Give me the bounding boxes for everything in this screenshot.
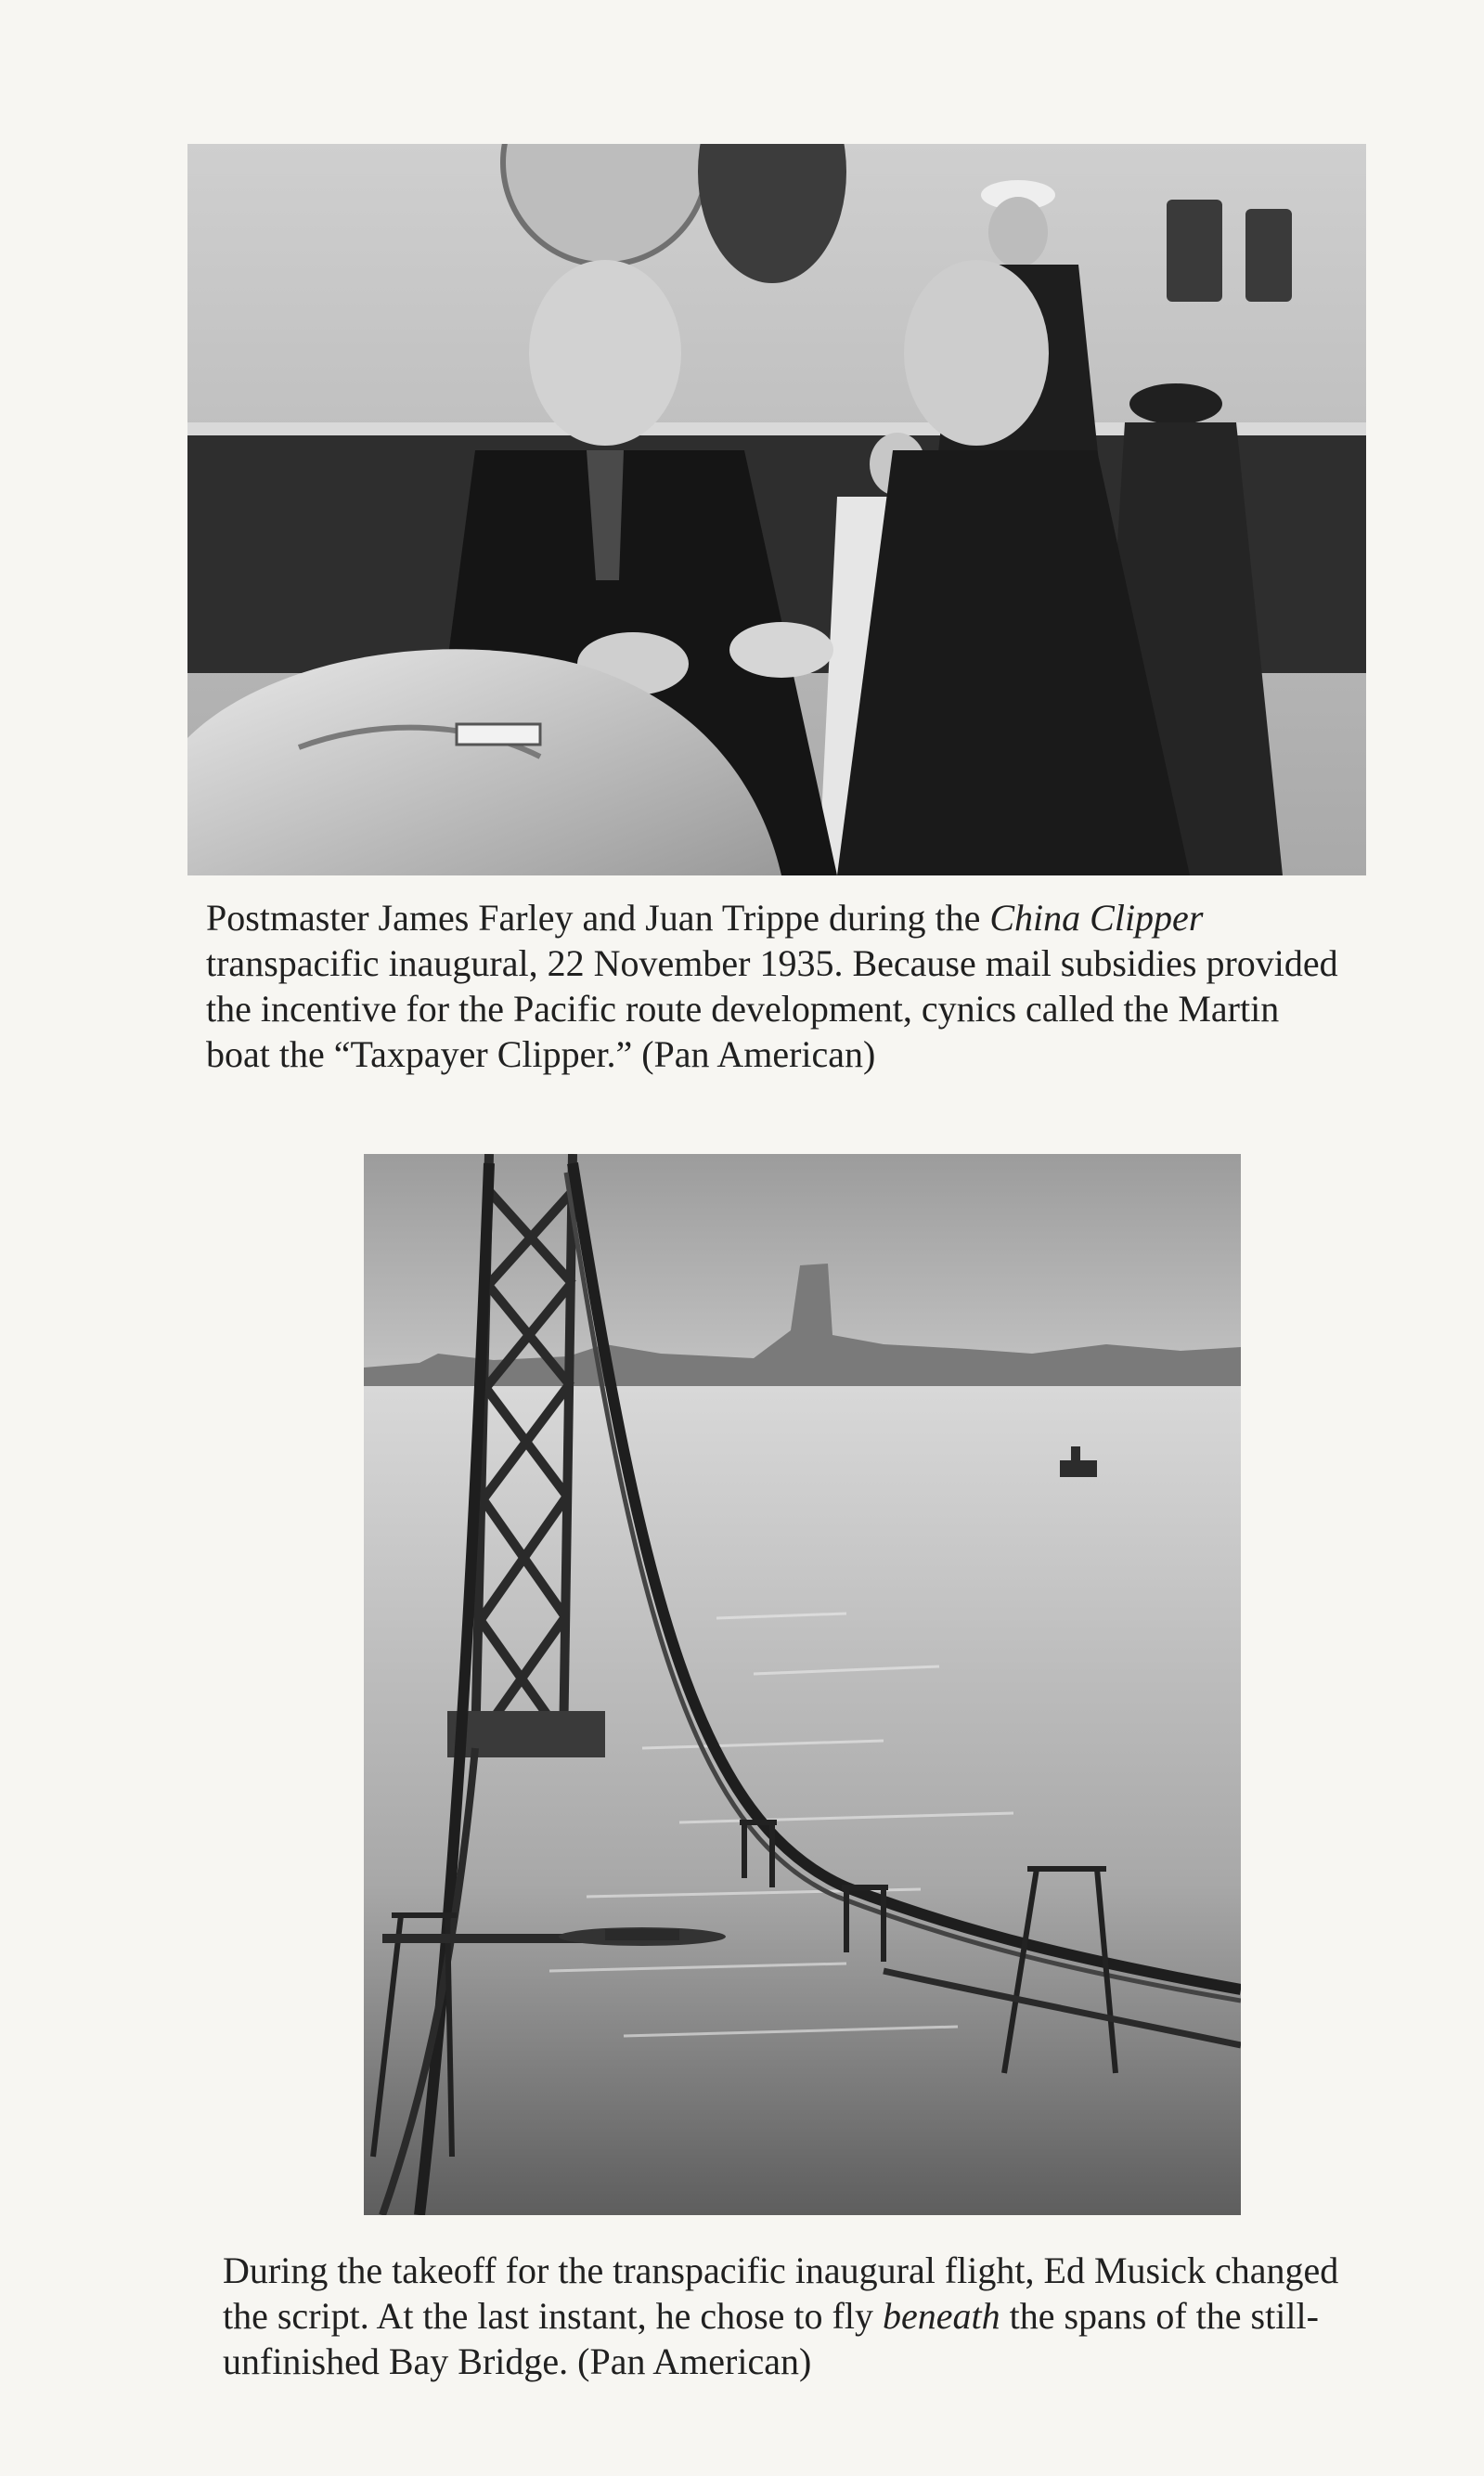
caption-farley-trippe [206, 895, 1385, 1077]
caption-italic-text: China Clipper [989, 897, 1204, 939]
caption-italic-text: beneath [882, 2295, 1000, 2337]
caption-line [223, 2248, 1401, 2293]
caption-text: the script. At the last instant, he chose to fly [223, 2295, 883, 2337]
caption-line [206, 940, 1385, 986]
photo-farley-trippe-image [187, 144, 1366, 875]
caption-text: the incentive for the Pacific route development, cynics called the Martin [206, 988, 1280, 1030]
caption-line [206, 1031, 1385, 1077]
photo-bay-bridge-image [364, 1154, 1241, 2215]
caption-line [206, 986, 1385, 1031]
caption-text: the spans of the still- [1000, 2295, 1319, 2337]
caption-text: Postmaster James Farley and Juan Trippe during the [206, 897, 990, 939]
caption-text: During the takeoff for the transpacific inaugural flight, Ed Musick changed [223, 2249, 1339, 2291]
caption-text: boat the “Taxpayer Clipper.” (Pan American) [206, 1033, 876, 1075]
caption-line [223, 2293, 1401, 2339]
photo-bay-bridge [364, 1154, 1241, 2215]
caption-bay-bridge [223, 2248, 1401, 2384]
photo-farley-trippe [187, 144, 1366, 875]
caption-text: unfinished Bay Bridge. (Pan American) [223, 2340, 812, 2382]
caption-line [223, 2339, 1401, 2384]
caption-line [206, 895, 1385, 940]
caption-text: transpacific inaugural, 22 November 1935. Because mail subsidies provided [206, 942, 1338, 984]
